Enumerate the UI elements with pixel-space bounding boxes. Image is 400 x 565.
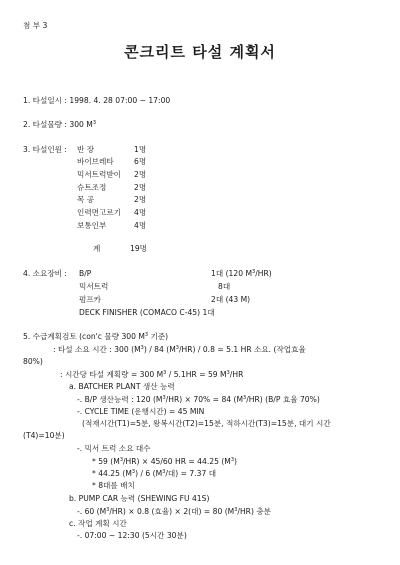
equipment-qty: 1대 (120 $M^3/HR$)	[211, 269, 272, 278]
crew-row: 슈트조정	[77, 183, 107, 192]
section-5-label: 5. 수급계획검토 (con'c 물량 300 $M^3$ 기준)	[23, 332, 169, 341]
work-plan-heading: c. 작업 계획 시간	[69, 519, 127, 528]
cycle-time-line: -. CYCLE TIME (운행시간) = 45 MIN	[77, 407, 205, 416]
equipment-name: 믹서트럭	[79, 282, 109, 291]
bp-capacity-line: -. B/P 생산능력 : 120 $(M^3/HR) \times 70\% = 84$ $(M^3/HR)$ (B/P 효율 70%)	[77, 395, 320, 404]
equipment-qty: 2대 (43 M)	[211, 295, 251, 304]
crew-row: 반 장	[77, 145, 95, 154]
crew-count: 1명	[134, 145, 147, 154]
section-3-label: 3. 타설인원 :	[23, 145, 67, 154]
pour-duration-line: : 타설 소요 시간 : 300 $(M^3) / 84$ $(M^3/HR) / 0.8 = 5.1$ HR 소요. (작업효율	[53, 345, 306, 354]
crew-count: 2명	[134, 170, 147, 179]
document-title: 콘크리트 타설 계획서	[124, 43, 276, 61]
work-plan-time: -. 07:00 ~ 12:30 (5시간 30분)	[77, 531, 187, 540]
mixer-calc-2: * 44.25 $(M^3) / 6$ ($M^3/$대) = 7.37 대	[92, 469, 217, 478]
crew-row: 보통인부	[77, 221, 107, 230]
hourly-plan-line: : 시간당 타설 계획량 = 300 $M^3 / 5.1HR = 59$ $M^3/HR$	[60, 370, 244, 379]
crew-count: 4명	[134, 221, 147, 230]
attachment-label: 첨 부 3	[23, 21, 48, 30]
crew-row: 목 공	[77, 195, 95, 204]
crew-count: 2명	[134, 183, 147, 192]
mixer-truck-heading: -. 믹서 트럭 소요 대수	[77, 444, 151, 453]
equipment-name: 펌프카	[79, 295, 102, 304]
section-2-volume: 2. 타설물량 : 300 $M^3$	[23, 120, 97, 129]
cycle-breakdown-line: (적재시간(T1)=5분, 왕복시간(T2)=15분, 적하시간(T3)=15분, 대기 시간	[82, 419, 331, 428]
section-1-schedule: 1. 타설일시 : 1998. 4. 28 07:00 ~ 17:00	[23, 96, 171, 105]
equipment-deck-finisher: DECK FINISHER (COMACO C-45) 1대	[79, 308, 215, 317]
crew-row: 인력면고르기	[77, 208, 122, 217]
mixer-calc-3: * 8대를 배치	[92, 481, 135, 490]
batcher-plant-heading: a. BATCHER PLANT 생산 능력	[69, 382, 175, 391]
crew-count: 4명	[134, 208, 147, 217]
equipment-name: B/P	[79, 269, 92, 278]
crew-row: 바이브레타	[77, 157, 114, 166]
mixer-calc-1: * 59 $(M^3/HR) \times 45/60$ HR = 44.25 $(M^3)$	[92, 457, 237, 466]
cycle-breakdown-cont: (T4)=10분)	[23, 431, 65, 440]
pump-car-calc: -. 60 $(M^3/HR) \times 0.8$ (효율) × 2(대) = 80 $(M^3/HR)$ 충분	[77, 507, 271, 516]
section-4-label: 4. 소요장비 :	[23, 269, 67, 278]
pour-duration-efficiency: 80%)	[23, 357, 43, 366]
crew-count: 2명	[134, 195, 147, 204]
crew-count: 6명	[134, 157, 147, 166]
pump-car-heading: b. PUMP CAR 능력 (SHEWING FU 41S)	[69, 494, 210, 503]
equipment-qty: 8대	[218, 282, 231, 291]
crew-row: 믹서트럭받이	[77, 170, 122, 179]
crew-total-count: 19명	[130, 244, 147, 253]
crew-total-label: 계	[93, 244, 101, 253]
